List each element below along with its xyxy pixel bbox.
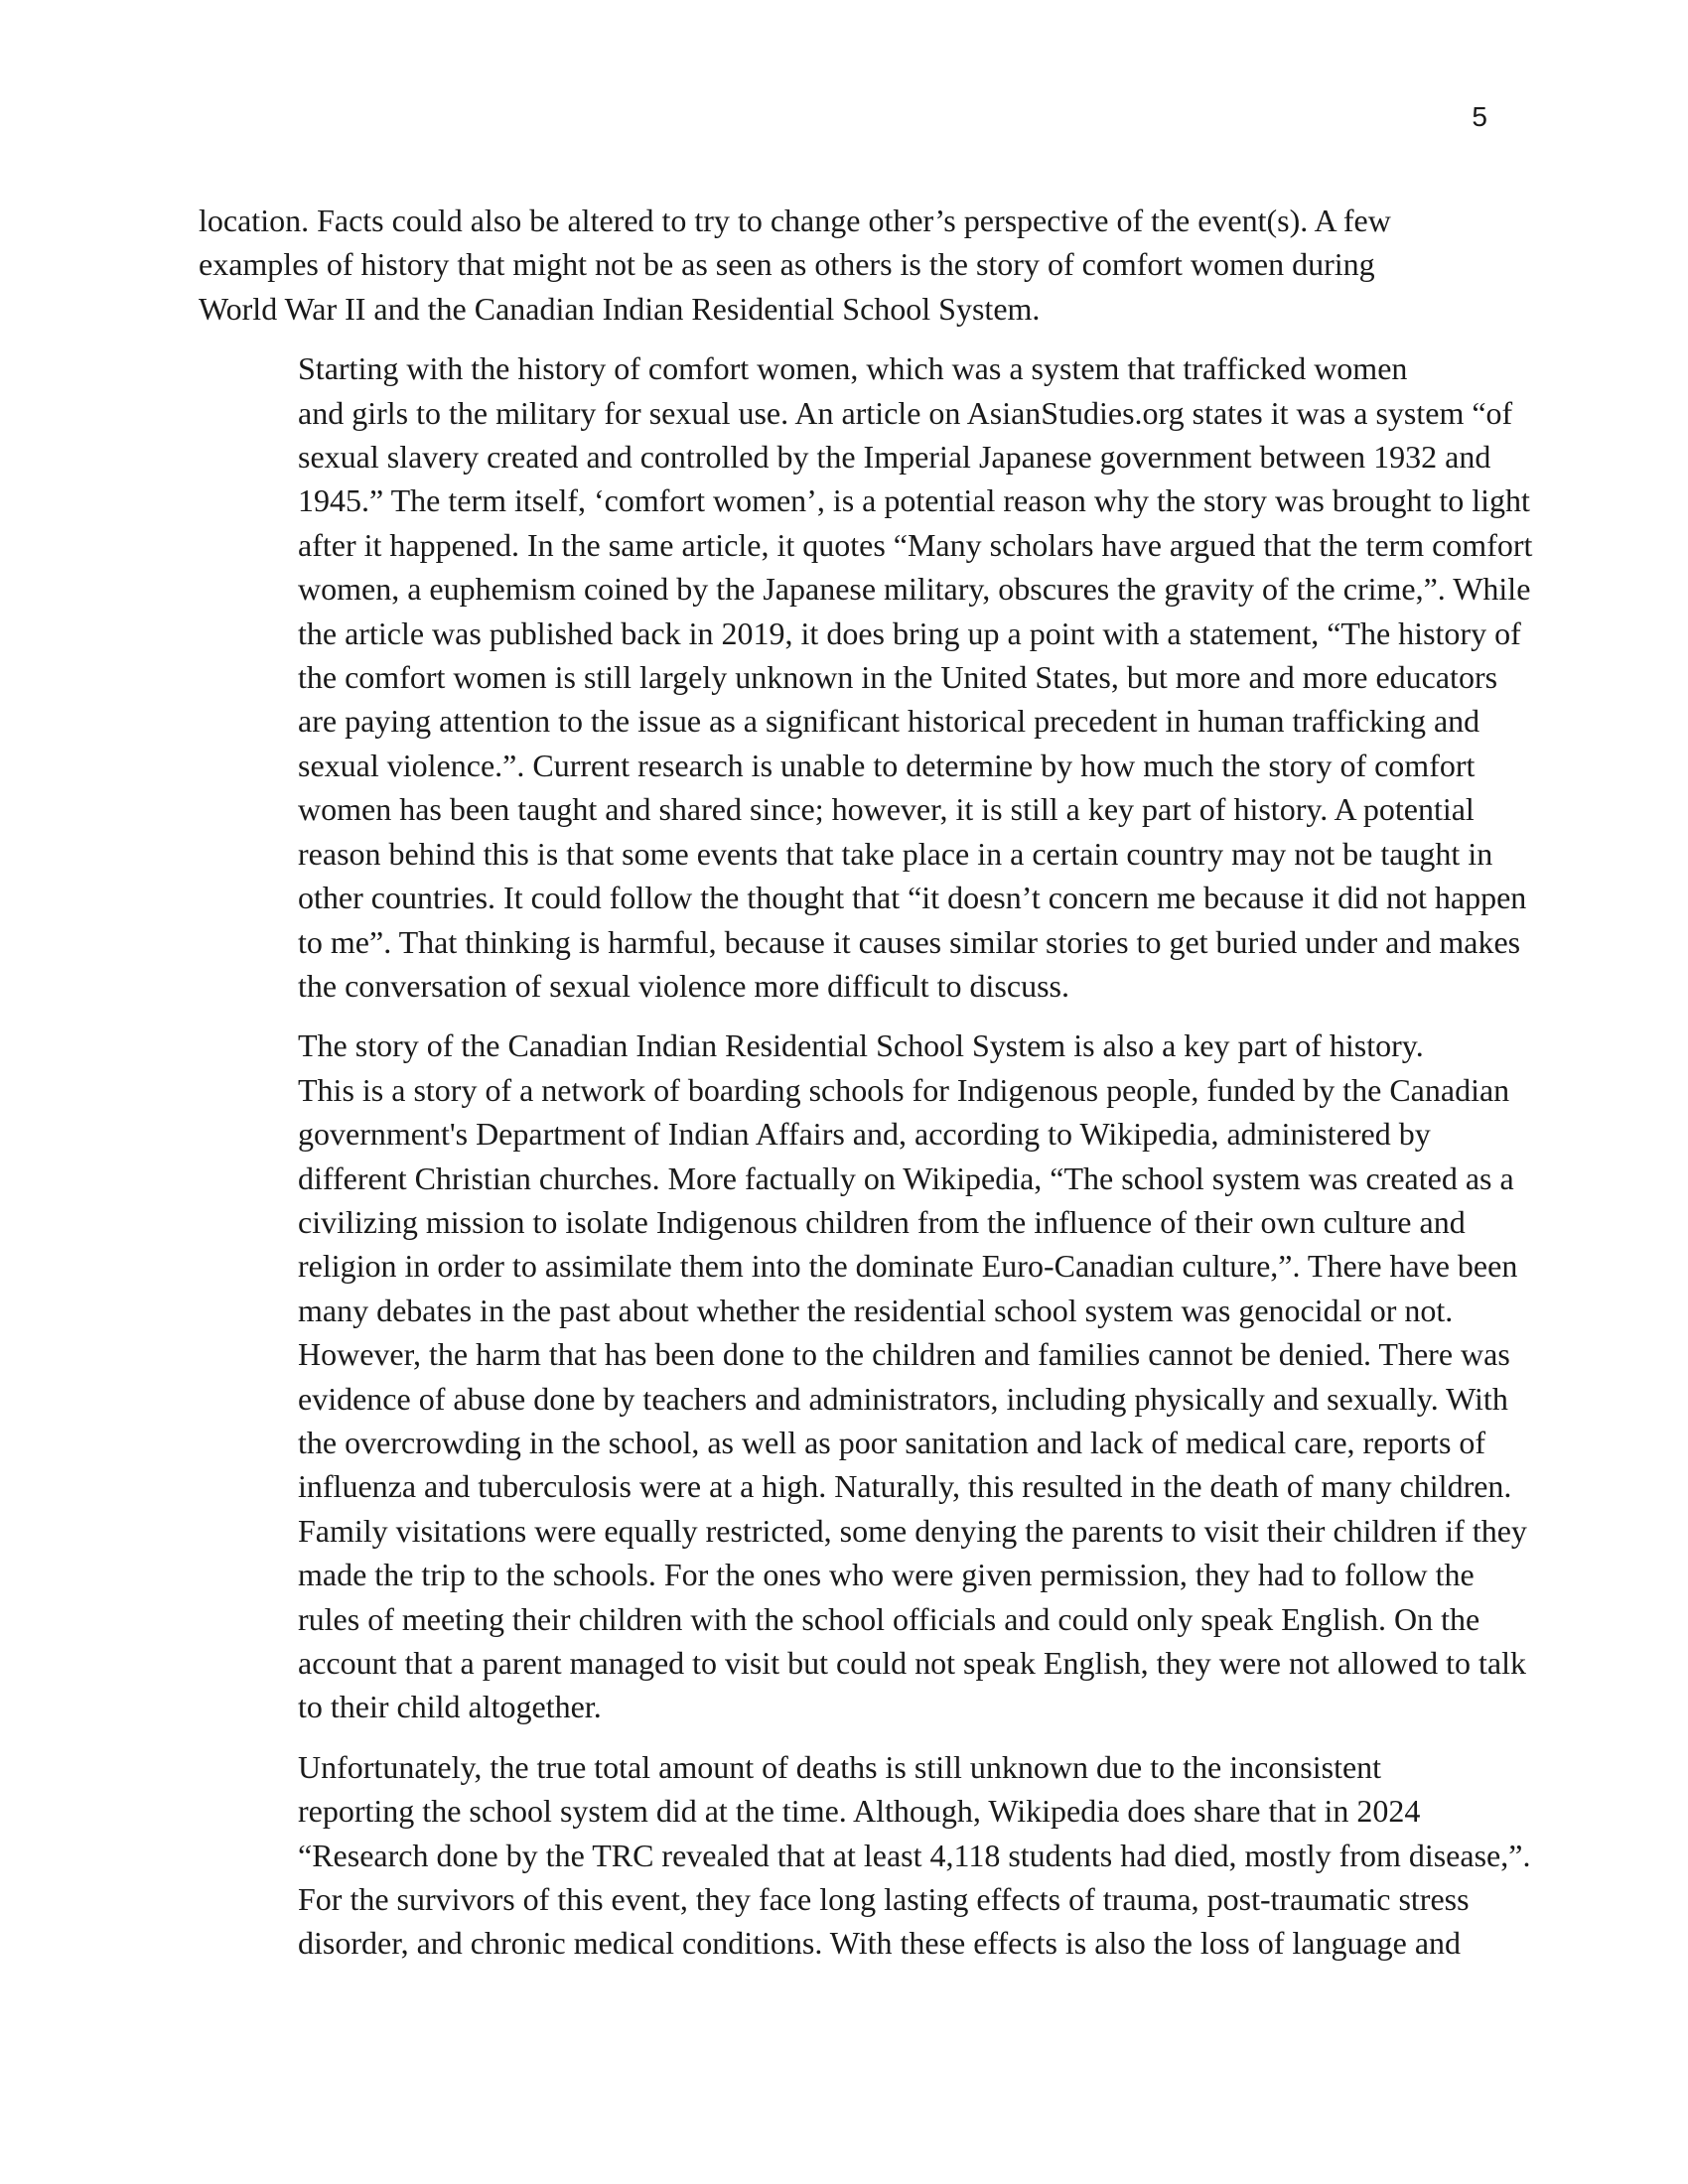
text-line: reporting the school system did at the time. Although, Wikipedia does share that in 2024 [298,1793,1421,1830]
text-line: This is a story of a network of boarding schools for Indigenous people, funded by the Canadian [298,1071,1510,1108]
text-line: women has been taught and shared since; however, it is still a key part of history. A potential [298,791,1475,828]
paragraph-1 [199,199,1489,331]
text-line: “Research done by the TRC revealed that at least 4,118 students had died, mostly from disease,”. [298,1837,1531,1873]
text-line: civilizing mission to isolate Indigenous children from the influence of their own culture and [298,1203,1466,1240]
text-line: Unfortunately, the true total amount of deaths is still unknown due to the inconsistent [298,1748,1382,1785]
text-line: many debates in the past about whether the residential school system was genocidal or not. [298,1292,1454,1328]
text-line: However, the harm that has been done to the children and families cannot be denied. There was [298,1336,1510,1373]
text-line: Starting with the history of comfort women, which was a system that trafficked women [298,350,1408,387]
text-line: The story of the Canadian Indian Residential School System is also a key part of history. [298,1027,1424,1064]
paragraph-4 [199,1745,1531,1966]
text-line: after it happened. In the same article, it quotes “Many scholars have argued that the term comfort [298,526,1533,563]
text-line: government's Department of Indian Affairs and, according to Wikipedia, administered by [298,1116,1431,1153]
paragraph-2 [199,346,1533,1008]
text-line: World War II and the Canadian Indian Residential School System. [199,290,1041,327]
text-line: to their child altogether. [298,1689,602,1725]
text-line: different Christian churches. More factually on Wikipedia, “The school system was created as a [298,1160,1514,1196]
text-line: location. Facts could also be altered to try to change other’s perspective of the event(s). A few [199,203,1391,238]
text-line: 1945.” The term itself, ‘comfort women’, is a potential reason why the story was brought to light [298,482,1530,519]
text-line: sexual violence.”. Current research is unable to determine by how much the story of comfort [298,747,1476,783]
text-line: Family visitations were equally restricted, some denying the parents to visit their children if they [298,1512,1527,1549]
text-line: the comfort women is still largely unknown in the United States, but more and more educators [298,659,1498,696]
text-line: evidence of abuse done by teachers and administrators, including physically and sexually. With [298,1380,1508,1417]
paragraph-3 [199,1024,1527,1729]
document-body [199,199,1533,1981]
text-line: religion in order to assimilate them into the dominate Euro-Canadian culture,”. There have been [298,1248,1518,1285]
text-line: reason behind this is that some events that take place in a certain country may not be taught in [298,835,1493,872]
text-line: women, a euphemism coined by the Japanese military, obscures the gravity of the crime,”. While [298,571,1531,608]
text-line: made the trip to the schools. For the ones who were given permission, they had to follow the [298,1557,1475,1593]
text-line: the article was published back in 2019, it does bring up a point with a statement, “The history of [298,614,1521,651]
text-line: to me”. That thinking is harmful, because it causes similar stories to get buried under and makes [298,923,1521,960]
text-line: are paying attention to the issue as a significant historical precedent in human trafficking and [298,703,1480,740]
text-line: account that a parent managed to visit but could not speak English, they were not allowed to talk [298,1645,1526,1681]
text-line: sexual slavery created and controlled by the Imperial Japanese government between 1932 and [298,439,1491,476]
text-line: other countries. It could follow the thought that “it doesn’t concern me because it did not happen [298,880,1527,916]
text-line: examples of history that might not be as seen as others is the story of comfort women during [199,246,1375,283]
text-line: rules of meeting their children with the school officials and could only speak English. On the [298,1600,1480,1637]
text-line: influenza and tuberculosis were at a high. Naturally, this resulted in the death of many children. [298,1468,1512,1505]
text-line: For the survivors of this event, they face long lasting effects of trauma, post-traumatic stress [298,1881,1470,1918]
text-line: and girls to the military for sexual use. An article on AsianStudies.org states it was a system “of [298,394,1513,431]
text-line: disorder, and chronic medical conditions. With these effects is also the loss of language and [298,1925,1462,1962]
page-number: 5 [1472,101,1487,132]
text-line: the overcrowding in the school, as well as poor sanitation and lack of medical care, reports of [298,1424,1486,1460]
text-line: the conversation of sexual violence more difficult to discuss. [298,967,1069,1004]
